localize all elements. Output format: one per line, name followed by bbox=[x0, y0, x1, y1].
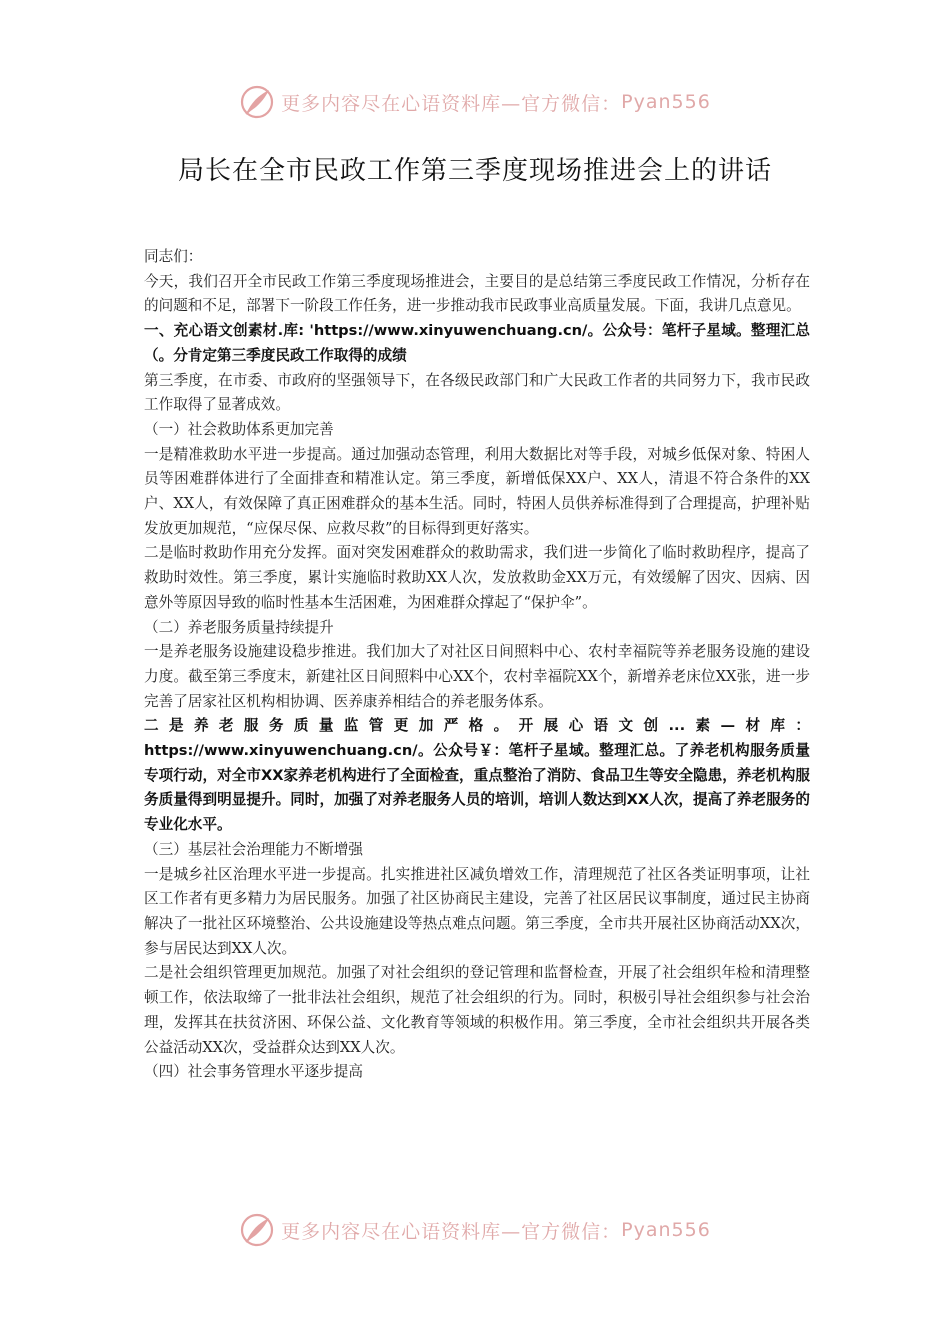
paragraph-social-organizations: 二是社会组织管理更加规范。加强了对社会组织的登记管理和监督检查，开展了社会组织年检和清理整顿工作，依法取缔了一批非法社会组织，规范了社会组织的行为。同时，积极引导社会组织参与社会治理，发挥其在扶贫济困、环保公益、文化教育等领域的积极作用。第三季度，全市社会组织共开展各类公益活动XX次，受益群众达到XX人次。 bbox=[144, 964, 810, 1056]
paragraph-elderly-supervision: 二是养老服务质量监管更加严格。开展心语文创...素—材库： https://www.xinyuwenchuang.cn/。公众号￥：笔杆子星域。整理汇总。了养老机构服务质量专项行动，对全市XX家养老机构进行了全面检查，重点整治了消防、食品卫生等安全隐患，养老机构服务质量得到明显提升。同时，加强了对养老服务人员的培训，培训人数达到XX人次，提高了养老服务的专业化水平。 bbox=[144, 717, 810, 834]
banner-wechat-id: Pyan556 bbox=[621, 91, 711, 113]
section-1-paragraph: 第三季度，在市委、市政府的坚强领导下，在各级民政部门和广大民政工作者的共同努力下，我市民政工作取得了显著成效。 bbox=[144, 371, 810, 414]
header-watermark-banner bbox=[0, 82, 950, 122]
banner-text: 更多内容尽在心语资料库—官方微信： bbox=[281, 1220, 622, 1243]
paragraph-temporary-relief: 二是临时救助作用充分发挥。面对突发困难群众的救助需求，我们进一步简化了临时救助程序，提高了救助时效性。第三季度，累计实施临时救助XX人次，发放救助金XX万元，有效缓解了因灾、因病、因意外等原因导致的临时性基本生活困难，为困难群众撑起了“保护伞”。 bbox=[144, 544, 810, 611]
paragraph-precise-relief: 一是精准救助水平进一步提高。通过加强动态管理，利用大数据比对等手段，对城乡低保对象、特困人员等困难群体进行了全面排查和精准认定。第三季度，新增低保XX户、XX人，清退不符合条件的XX户、XX人，有效保障了真正困难群众的基本生活。同时，特困人员供养标准得到了合理提高，护理补贴发放更加规范，“应保尽保、应救尽救”的目标得到更好落实。 bbox=[144, 445, 810, 537]
footer-watermark-banner bbox=[0, 1210, 950, 1250]
banner-wechat-id: Pyan556 bbox=[621, 1219, 711, 1241]
quill-logo-icon bbox=[239, 84, 275, 120]
document-title: 局长在全市民政工作第三季度现场推进会上的讲话 bbox=[177, 156, 772, 186]
banner-text: 更多内容尽在心语资料库—官方微信： bbox=[281, 92, 622, 115]
quill-logo-icon bbox=[239, 1212, 275, 1248]
document-body bbox=[144, 245, 810, 1085]
salutation: 同志们： bbox=[144, 248, 203, 265]
paragraph-elderly-facilities: 一是养老服务设施建设稳步推进。我们加大了对社区日间照料中心、农村幸福院等养老服务设施的建设力度。截至第三季度末，新建社区日间照料中心XX个，农村幸福院XX个，新增养老床位XX张，进一步完善了居家社区机构相协调、医养康养相结合的养老服务体系。 bbox=[144, 643, 810, 710]
subsection-heading-1: （一）社会救助体系更加完善 bbox=[144, 420, 334, 438]
subsection-heading-3: （三）基层社会治理能力不断增强 bbox=[144, 840, 363, 858]
paragraph-community-governance: 一是城乡社区治理水平进一步提高。扎实推进社区减负增效工作，清理规范了社区各类证明事项，让社区工作者有更多精力为居民服务。加强了社区协商民主建设，完善了社区居民议事制度，通过民主协商解决了一批社区环境整治、公共设施建设等热点难点问题。第三季度，全市共开展社区协商活动XX次，参与居民达到XX人次。 bbox=[144, 865, 810, 957]
subsection-heading-4: （四）社会事务管理水平逐步提高 bbox=[144, 1063, 363, 1081]
subsection-heading-2: （二）养老服务质量持续提升 bbox=[144, 618, 334, 636]
section-heading-1: 一、充心语文创素材.库: 'https://www.xinyuwenchuang.cn/。公众号：笔杆子星域。整理汇总（。分肯定第三季度民政工作取得的成绩 bbox=[144, 322, 810, 364]
intro-paragraph: 今天，我们召开全市民政工作第三季度现场推进会，主要目的是总结第三季度民政工作情况，分析存在的问题和不足，部署下一阶段工作任务，进一步推动我市民政事业高质量发展。下面，我讲几点意见。 bbox=[144, 272, 810, 315]
